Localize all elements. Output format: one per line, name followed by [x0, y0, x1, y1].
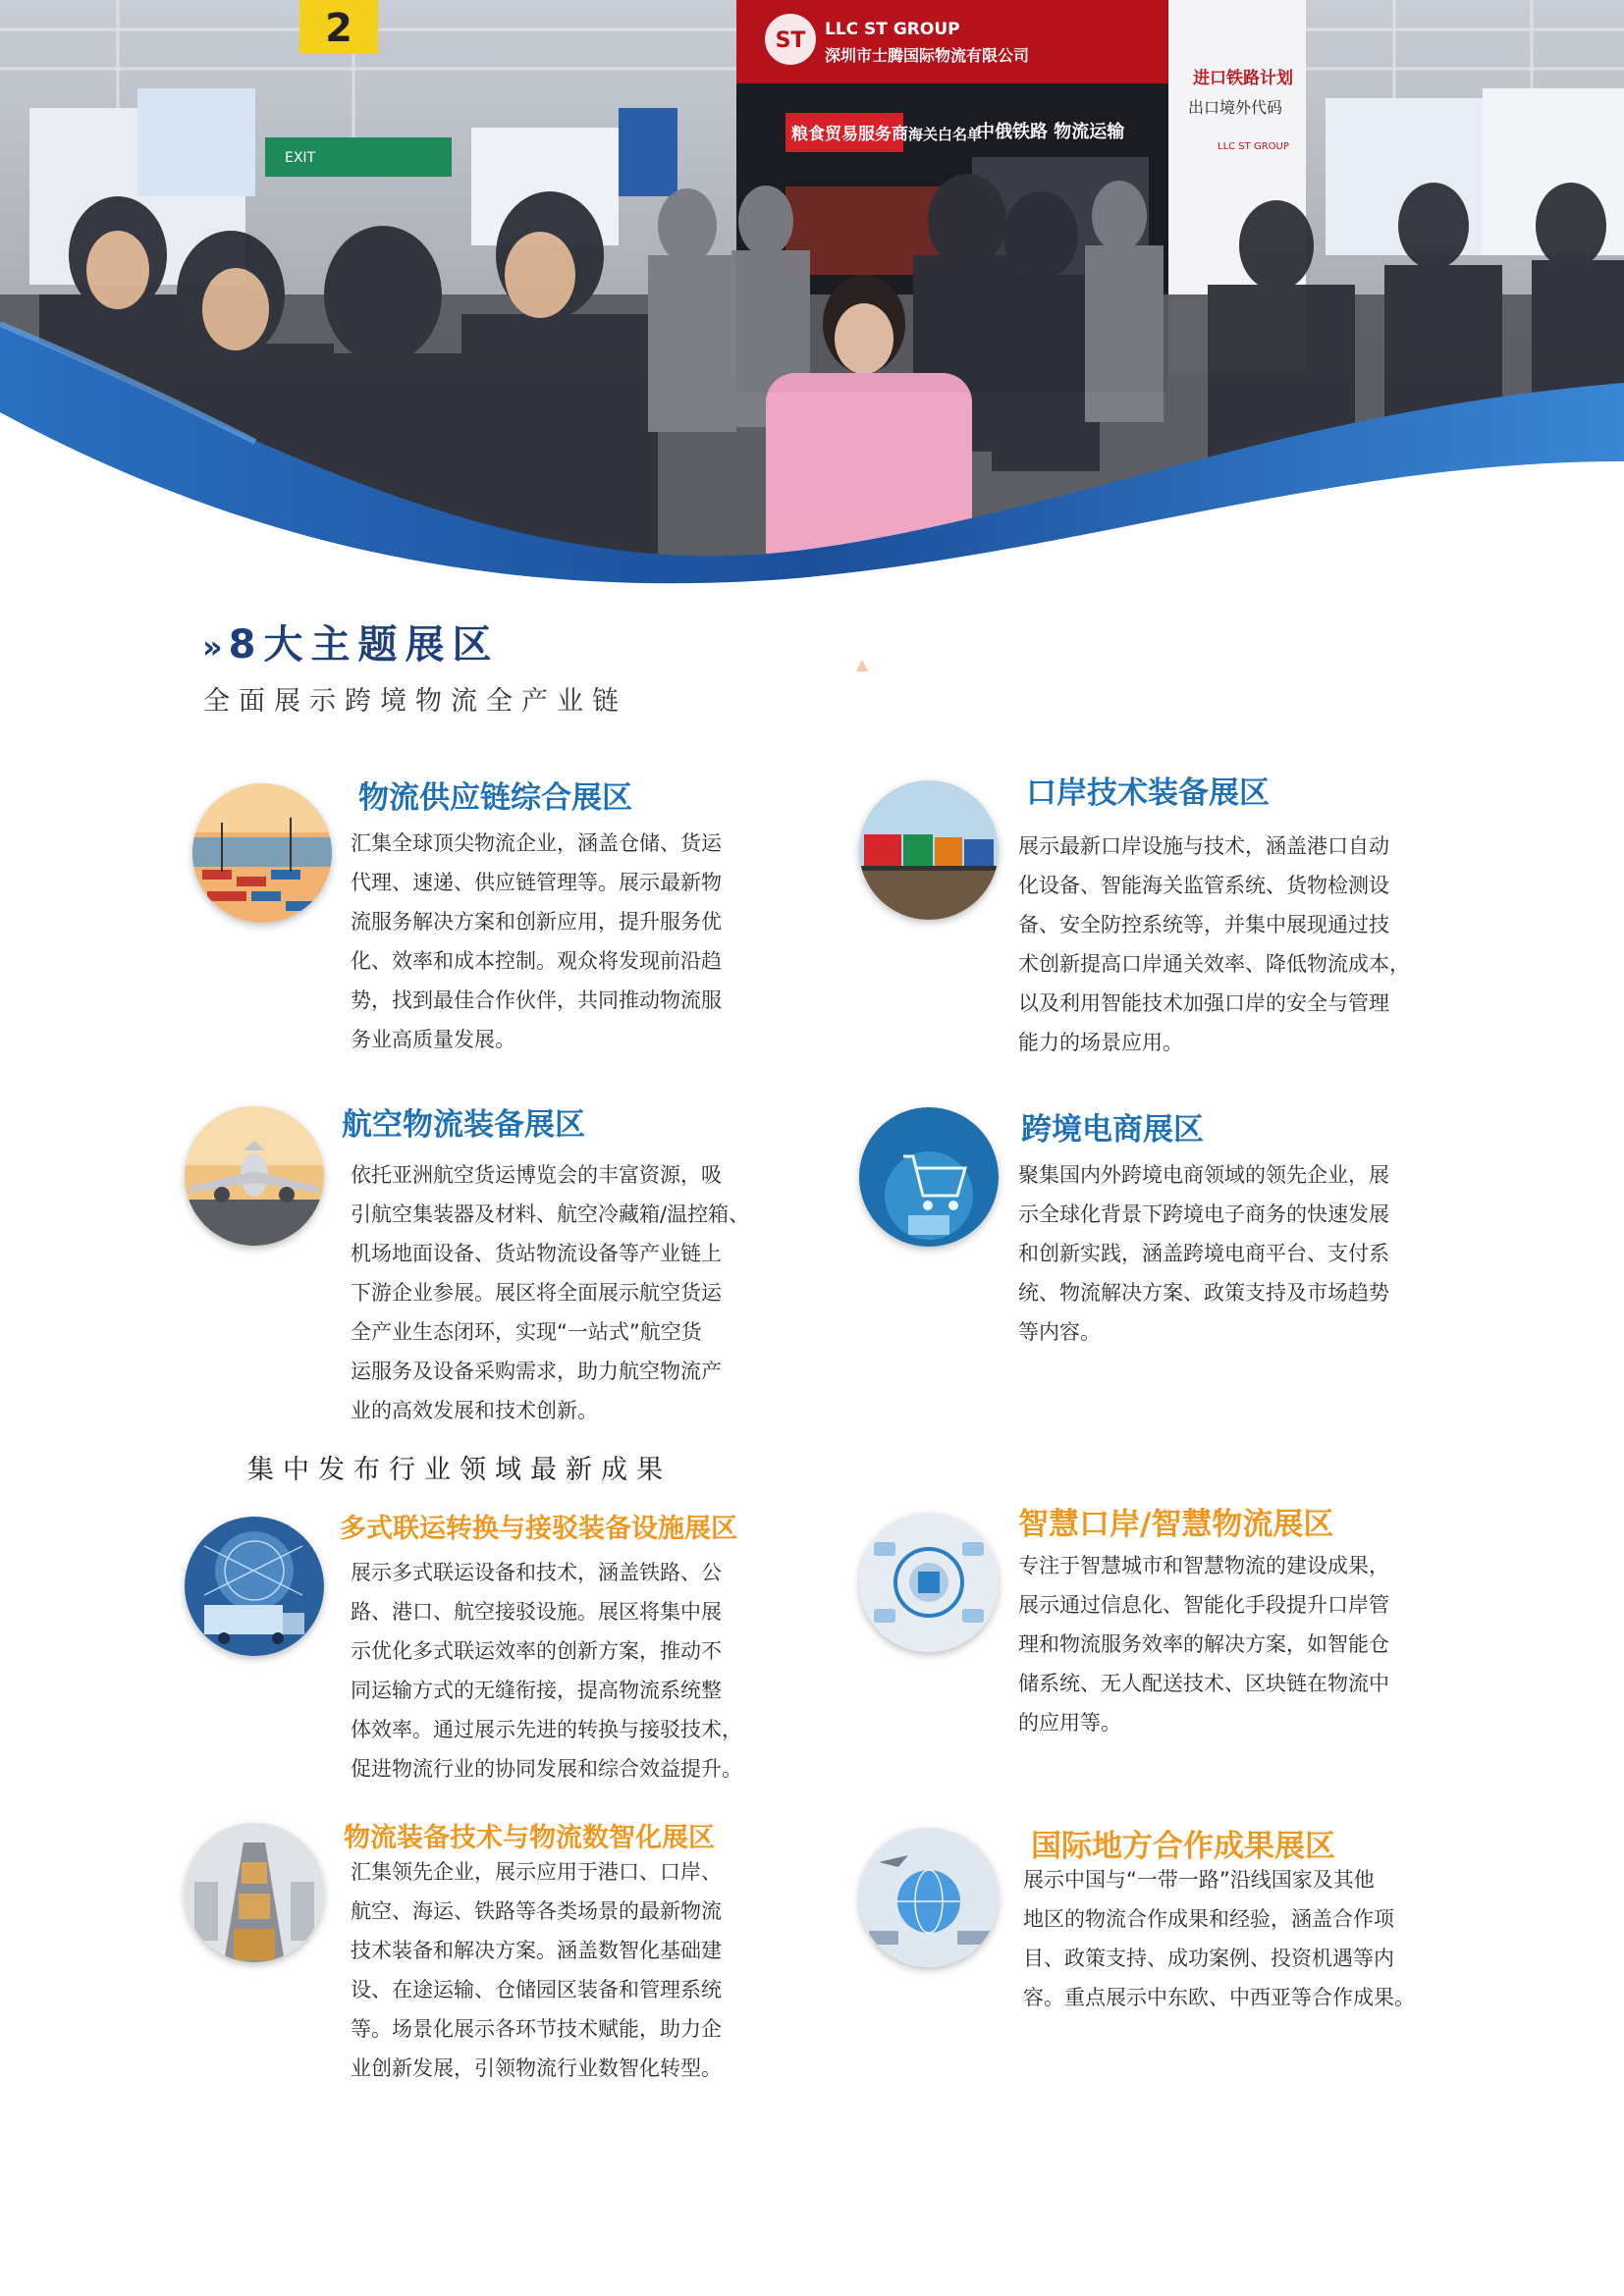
decor-triangle-icon	[856, 660, 868, 671]
zone-line: 展示通过信息化、智能化手段提升口岸管	[1018, 1593, 1389, 1617]
zone-line: 能力的场景应用。	[1018, 1031, 1183, 1054]
zone-line: 目、政策支持、成功案例、投资机遇等内	[1023, 1947, 1394, 1970]
zone-line: 展示最新口岸设施与技术，涵盖港口自动	[1018, 834, 1389, 858]
mid-subtitle: 集中发布行业领域最新成果	[247, 1455, 672, 1485]
section-title-text: 8大主题展区	[228, 622, 500, 667]
exit-sign: EXIT	[285, 150, 316, 166]
zone-line: 体效率。通过展示先进的转换与接驳技术，	[351, 1718, 742, 1741]
zone-line: 全产业生态闭环，实现“一站式”航空货	[351, 1320, 702, 1344]
svg-text:ST: ST	[775, 28, 806, 53]
zone-line: 容。重点展示中东欧、中西亚等合作成果。	[1023, 1986, 1415, 2009]
airplane-image	[185, 1106, 324, 1246]
chevron-icon: »	[202, 628, 223, 666]
zone-title: 国际地方合作成果展区	[1031, 1829, 1335, 1864]
zone-line: 业的高效发展和技术创新。	[351, 1399, 598, 1422]
zone-line: 促进物流行业的协同发展和综合效益提升。	[351, 1757, 742, 1781]
zone-line: 储系统、无人配送技术、区块链在物流中	[1018, 1672, 1389, 1695]
zone-title: 智慧口岸/智慧物流展区	[1018, 1507, 1334, 1542]
zone-line: 下游企业参展。展区将全面展示航空货运	[351, 1281, 722, 1305]
zone-line: 展示多式联运设备和技术，涵盖铁路、公	[351, 1561, 722, 1584]
zone-title: 跨境电商展区	[1021, 1112, 1204, 1148]
zone-line: 统、物流解决方案、政策支持及市场趋势	[1018, 1281, 1389, 1305]
zone-line: 术创新提高口岸通关效率、降低物流成本，	[1018, 952, 1410, 976]
smart-logistics-image	[859, 1513, 999, 1652]
zone-title: 航空物流装备展区	[342, 1107, 585, 1143]
zone-title: 多式联运转换与接驳装备设施展区	[340, 1514, 737, 1544]
zone-description	[351, 1553, 763, 1789]
zone-description	[1018, 1546, 1431, 1742]
port-image	[192, 783, 332, 923]
zone-title: 物流供应链综合展区	[358, 780, 632, 816]
zone-line: 汇集领先企业，展示应用于港口、口岸、	[351, 1860, 722, 1884]
cargo-train-image	[859, 780, 999, 920]
zone-line: 设、在途运输、仓储园区装备和管理系统	[351, 1978, 722, 2002]
zone-line: 引航空集装器及材料、航空冷藏箱/温控箱、	[351, 1202, 750, 1226]
zone-description	[1018, 1155, 1431, 1352]
booth-company: 深圳市士腾国际物流有限公司	[825, 46, 1030, 65]
zone-line: 地区的物流合作成果和经验，涵盖合作项	[1023, 1907, 1394, 1931]
zone-line: 和创新实践，涵盖跨境电商平台、支付系	[1018, 1242, 1389, 1265]
zone-line: 机场地面设备、货站物流设备等产业链上	[351, 1242, 722, 1265]
zone-description	[351, 824, 763, 1059]
zone-description	[351, 1155, 763, 1430]
booth-side-1: 进口铁路计划	[1193, 69, 1293, 88]
booth-banner-3: 中俄铁路 物流运输	[977, 122, 1125, 142]
zone-line: 汇集全球顶尖物流企业，涵盖仓储、货运	[351, 831, 722, 855]
zone-title: 口岸技术装备展区	[1026, 775, 1270, 811]
conveyor-boxes-image	[185, 1823, 324, 1962]
zone-title: 物流装备技术与物流数智化展区	[344, 1823, 715, 1853]
zone-line: 航空、海运、铁路等各类场景的最新物流	[351, 1899, 722, 1923]
booth-brand: LLC ST GROUP	[825, 20, 960, 39]
zone-line: 等内容。	[1018, 1320, 1101, 1344]
booth-banner-2: 海关白名单	[908, 126, 983, 143]
zone-line: 流服务解决方案和创新应用，提升服务优	[351, 910, 722, 934]
exhibition-hall-photo	[0, 0, 1624, 589]
zone-line: 技术装备和解决方案。涵盖数智化基础建	[351, 1939, 722, 1962]
zone-line: 示全球化背景下跨境电子商务的快速发展	[1018, 1202, 1389, 1226]
zone-line: 展示中国与“一带一路”沿线国家及其他	[1023, 1868, 1375, 1892]
multimodal-network-image	[185, 1517, 324, 1656]
zone-line: 化设备、智能海关监管系统、货物检测设	[1018, 874, 1389, 897]
zone-description	[1018, 827, 1431, 1062]
zone-line: 的应用等。	[1018, 1711, 1121, 1735]
zone-line: 代理、速递、供应链管理等。展示最新物	[351, 871, 722, 894]
zone-line: 依托亚洲航空货运博览会的丰富资源，吸	[351, 1163, 722, 1187]
section-title	[202, 614, 500, 669]
zone-description	[351, 1852, 763, 2088]
zone-line: 业创新发展，引领物流行业数智化转型。	[351, 2056, 722, 2080]
zone-line: 路、港口、航空接驳设施。展区将集中展	[351, 1600, 722, 1624]
zone-line: 等。场景化展示各环节技术赋能，助力企	[351, 2017, 722, 2041]
zone-line: 同运输方式的无缝衔接，提高物流系统整	[351, 1679, 722, 1702]
booth-banner-1: 粮食贸易服务商	[791, 125, 908, 144]
zone-line: 理和物流服务效率的解决方案，如智能仓	[1018, 1632, 1389, 1656]
zone-line: 化、效率和成本控制。观众将发现前沿趋	[351, 949, 722, 973]
zone-line: 以及利用智能技术加强口岸的安全与管理	[1018, 991, 1389, 1015]
hall-number: 2	[325, 6, 352, 51]
zone-line: 备、安全防控系统等，并集中展现通过技	[1018, 913, 1389, 936]
zone-line: 示优化多式联运效率的创新方案，推动不	[351, 1639, 722, 1663]
shopping-cart-image	[859, 1107, 999, 1247]
section-subtitle: 全面展示跨境物流全产业链	[203, 686, 627, 717]
zone-description	[1023, 1860, 1435, 2017]
zone-line: 势，找到最佳合作伙伴，共同推动物流服	[351, 988, 722, 1012]
global-logistics-image	[859, 1828, 999, 1967]
zone-line: 聚集国内外跨境电商领域的领先企业，展	[1018, 1163, 1389, 1187]
zone-line: 专注于智慧城市和智慧物流的建设成果，	[1018, 1554, 1389, 1577]
booth-group: LLC ST GROUP	[1218, 141, 1289, 152]
hero-photo	[0, 0, 1624, 589]
zone-line: 运服务及设备采购需求，助力航空物流产	[351, 1360, 722, 1383]
booth-side-2: 出口境外代码	[1188, 98, 1283, 117]
zone-line: 务业高质量发展。	[351, 1028, 515, 1051]
